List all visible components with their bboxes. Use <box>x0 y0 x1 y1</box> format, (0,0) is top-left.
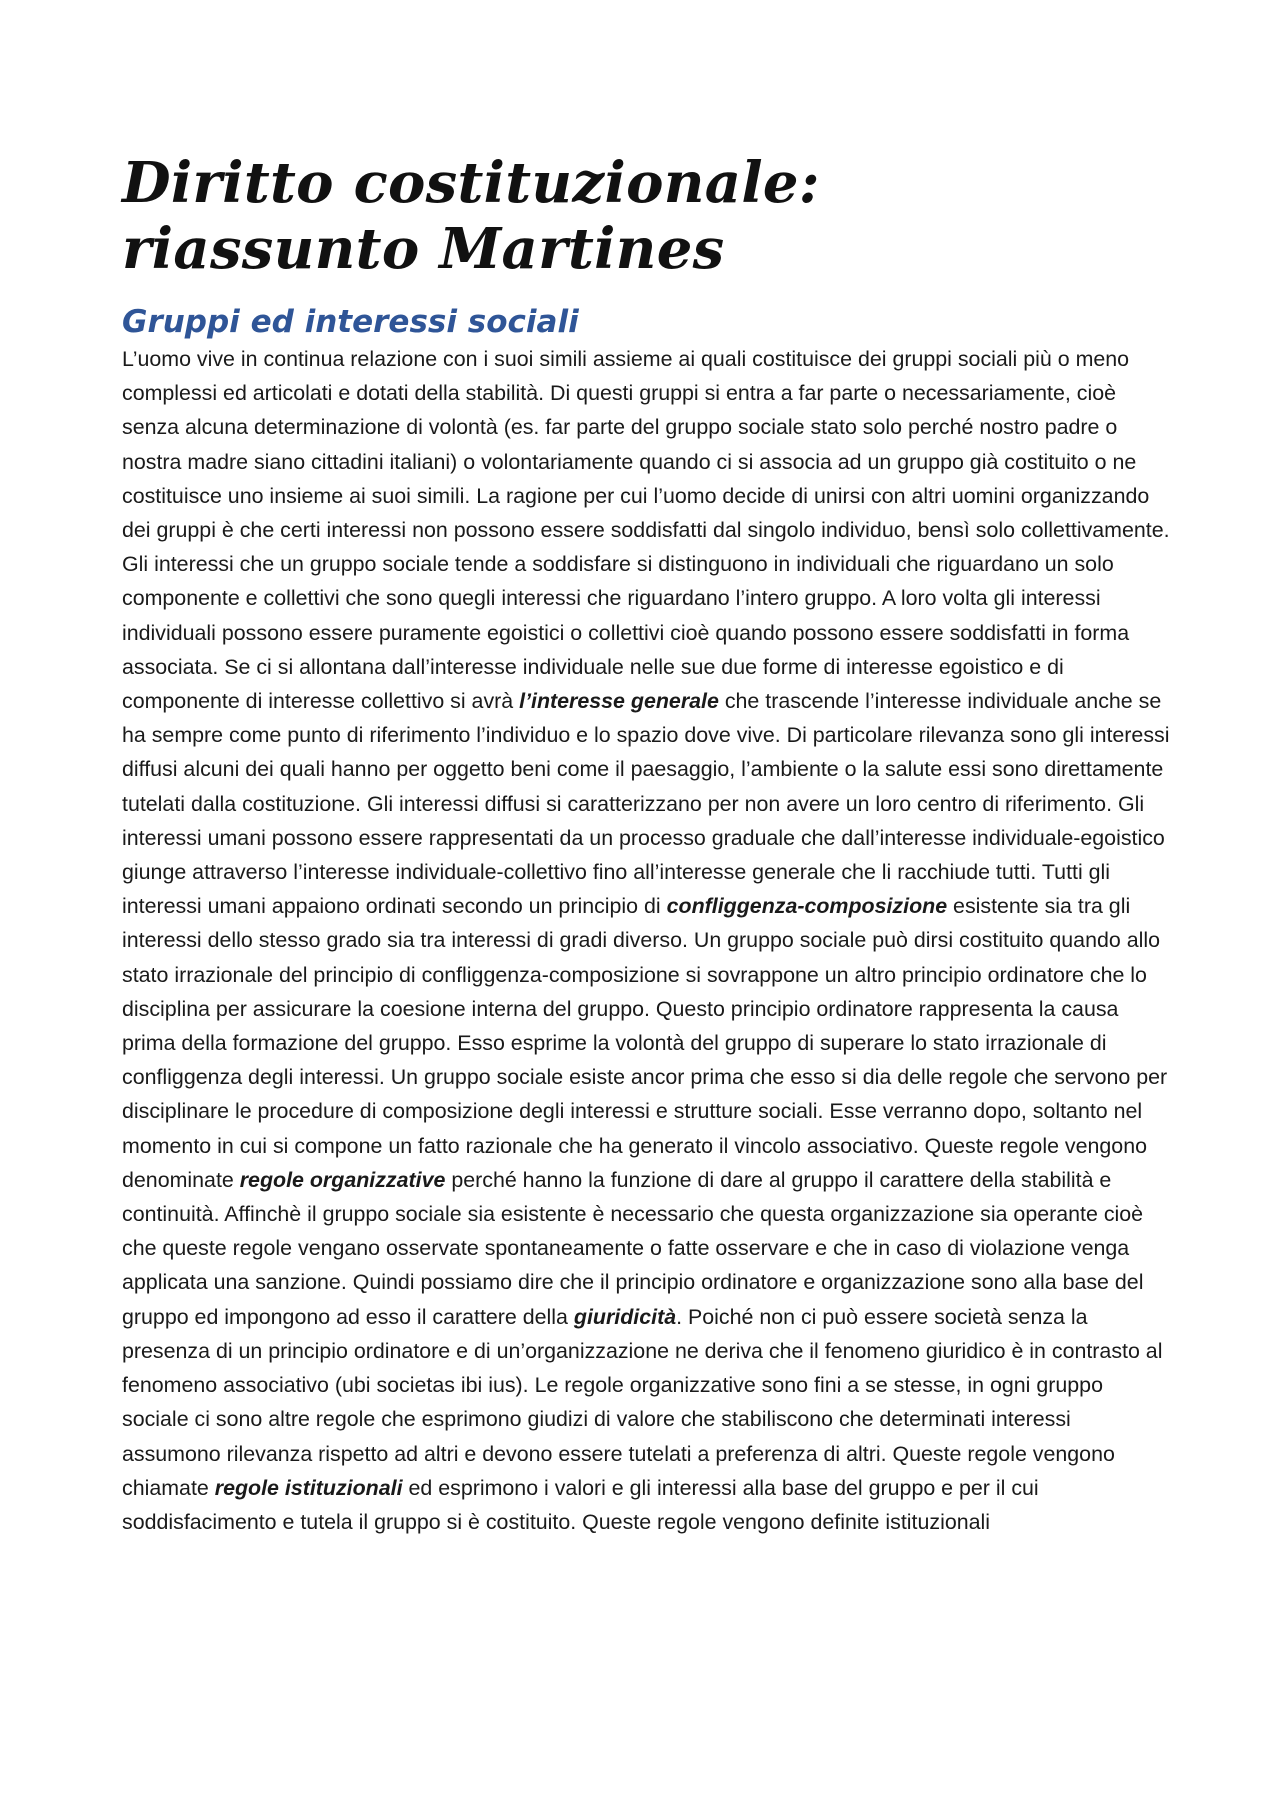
term-interesse-generale: l’interesse generale <box>519 689 719 714</box>
text-run-5: . Poiché non ci può essere società senza la presenza di un principio ordinatore e di un’organizzazione ne deriva che il fenomeno giuridico è in contrasto al fenomeno associativo (ubi societas ibi ius). Le regole organizzative sono fini a se stesse, in ogni gruppo sociale ci sono altre regole che esprimono giudizi di valore che stabiliscono che determinati interessi assumono rilevanza rispetto ad altri e devono essere tutelati a preferenza di altri. Queste regole vengono chiamate <box>122 1304 1163 1500</box>
text-run-2: che trascende l’interesse individuale anche se ha sempre come punto di riferimento l’individuo e lo spazio dove vive. Di particolare rilevanza sono gli interessi diffusi alcuni dei quali hanno per oggetto beni come il paesaggio, l’ambiente o la salute essi sono direttamente tutelati dalla costituzione. Gli interessi diffusi si caratterizzano per non avere un loro centro di riferimento. Gli interessi umani possono essere rappresentati da un processo graduale che dall’interesse individuale-egoistico giunge attraverso l’interesse individuale-collettivo fino all’interesse generale che li racchiude tutti. Tutti gli interessi umani appaiono ordinati secondo un principio di <box>122 689 1170 919</box>
term-confliggenza-composizione: confliggenza-composizione <box>666 894 948 919</box>
term-regole-istituzionali: regole istituzionali <box>214 1475 403 1500</box>
text-run-6: ed esprimono i valori e gli interessi alla base del gruppo e per il cui soddisfacimento e tutela il gruppo si è costituito. Queste regole vengono definite istituzionali <box>122 1475 1039 1534</box>
body-paragraph <box>122 342 1172 1539</box>
document-page <box>122 150 1172 1539</box>
document-title <box>122 150 1172 282</box>
section-heading: Gruppi ed interessi sociali <box>122 304 579 340</box>
title-line-2: riassunto Martines <box>122 216 725 282</box>
text-run-4: perché hanno la funzione di dare al gruppo il carattere della stabilità e continuità. Affinchè il gruppo sociale sia esistente è necessario che questa organizzazione sia operante cioè che queste regole vengano osservate spontaneamente o fatte osservare e che in caso di violazione venga applicata una sanzione. Quindi possiamo dire che il principio ordinatore e organizzazione sono alla base del gruppo ed impongono ad esso il carattere della <box>122 1167 1144 1329</box>
term-giuridicita: giuridicità <box>573 1304 677 1329</box>
text-run-1: L’uomo vive in continua relazione con i suoi simili assieme ai quali costituisce dei gruppi sociali più o meno complessi ed articolati e dotati della stabilità. Di questi gruppi si entra a far parte o necessariamente, cioè senza alcuna determinazione di volontà (es. far parte del gruppo sociale stato solo perché nostro padre o nostra madre siano cittadini italiani) o volontariamente quando ci si associa ad un gruppo già costituito o ne costituisce uno insieme ai suoi simili. La ragione per cui l’uomo decide di unirsi con altri uomini organizzando dei gruppi è che certi interessi non possono essere soddisfatti dal singolo individuo, bensì solo collettivamente. Gli interessi che un gruppo sociale tende a soddisfare si distinguono in individuali che riguardano un solo componente e collettivi che sono quegli interessi che riguardano l’intero gruppo. A loro volta gli interessi individuali possono essere puramente egoistici o collettivi cioè quando possono essere soddisfatti in forma associata. Se ci si allontana dall’interesse individuale nelle sue due forme di interesse egoistico e di componente di interesse collettivo si avrà <box>122 347 1170 714</box>
text-run-3: esistente sia tra gli interessi dello stesso grado sia tra interessi di gradi diverso. Un gruppo sociale può dirsi costituito quando allo stato irrazionale del principio di confliggenza-composizione si sovrappone un altro principio ordinatore che lo disciplina per assicurare la coesione interna del gruppo. Questo principio ordinatore rappresenta la causa prima della formazione del gruppo. Esso esprime la volontà del gruppo di superare lo stato irrazionale di confliggenza degli interessi. Un gruppo sociale esiste ancor prima che esso si dia delle regole che servono per disciplinare le procedure di composizione degli interessi e strutture sociali. Esse verranno dopo, soltanto nel momento in cui si compone un fatto razionale che ha generato il vincolo associativo. Queste regole vengono denominate <box>122 894 1168 1192</box>
title-line-1: Diritto costituzionale: <box>122 150 820 216</box>
term-regole-organizzative: regole organizzative <box>239 1167 446 1192</box>
